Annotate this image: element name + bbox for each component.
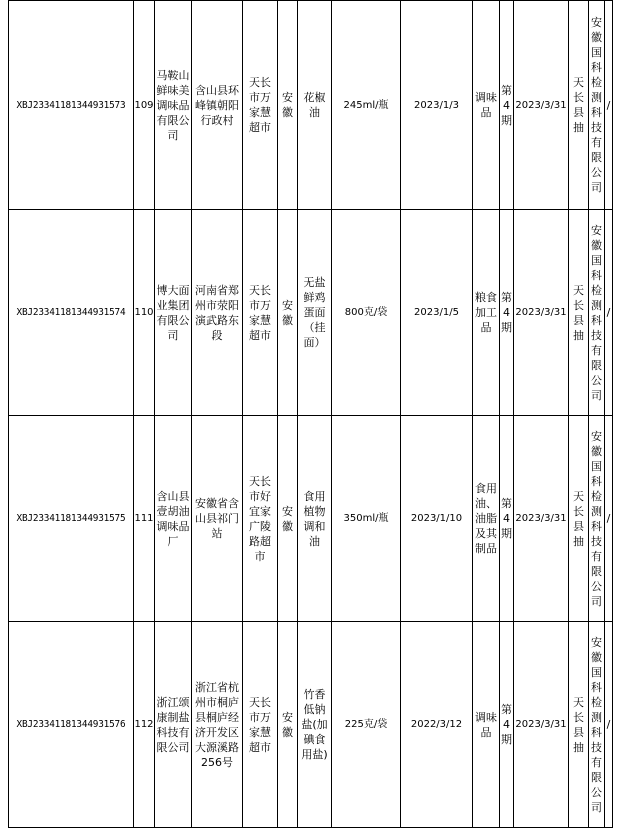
product-name-cell: 花椒油 — [298, 1, 332, 210]
food-category-cell: 调味品 — [473, 1, 500, 210]
province-cell: 安徽 — [278, 622, 298, 828]
product-name-cell: 无盐鲜鸡蛋面（挂面） — [298, 210, 332, 416]
issue-period-cell: 第4期 — [500, 622, 514, 828]
task-source-cell: 天长县抽 — [569, 210, 589, 416]
specification-cell: 800克/袋 — [332, 210, 401, 416]
producer-name-cell: 浙江颂康制盐科技有限公司 — [155, 622, 192, 828]
producer-address-cell: 含山县环峰镇朝阳行政村 — [192, 1, 243, 210]
table-row — [9, 416, 613, 622]
production-date-cell: 2023/1/10 — [401, 416, 473, 622]
notice-date-cell: 2023/3/31 — [514, 1, 569, 210]
producer-name-cell: 马鞍山鲜味美调味品有限公司 — [155, 1, 192, 210]
specification-cell: 225克/袋 — [332, 622, 401, 828]
testing-lab-cell: 安徽国科检测科技有限公司 — [589, 210, 605, 416]
province-cell: 安徽 — [278, 1, 298, 210]
issue-period-cell: 第4期 — [500, 1, 514, 210]
task-source-cell: 天长县抽 — [569, 622, 589, 828]
producer-address-cell: 浙江省杭州市桐庐县桐庐经济开发区大源溪路256号 — [192, 622, 243, 828]
production-date-cell: 2023/1/5 — [401, 210, 473, 416]
food-category-cell: 粮食加工品 — [473, 210, 500, 416]
row-number-cell: 110 — [134, 210, 155, 416]
testing-lab-cell: 安徽国科检测科技有限公司 — [589, 1, 605, 210]
sampling-results-table — [8, 0, 613, 828]
producer-name-cell: 含山县壹胡油调味品厂 — [155, 416, 192, 622]
province-cell: 安徽 — [278, 210, 298, 416]
table-row — [9, 622, 613, 828]
issue-period-cell: 第4期 — [500, 210, 514, 416]
producer-name-cell: 博大面业集团有限公司 — [155, 210, 192, 416]
food-category-cell: 食用油、油脂及其制品 — [473, 416, 500, 622]
province-cell: 安徽 — [278, 416, 298, 622]
note-cell: / — [605, 1, 613, 210]
production-date-cell: 2023/1/3 — [401, 1, 473, 210]
seller-name-cell: 天长市万家慧超市 — [243, 210, 278, 416]
testing-lab-cell: 安徽国科检测科技有限公司 — [589, 416, 605, 622]
specification-cell: 245ml/瓶 — [332, 1, 401, 210]
notice-date-cell: 2023/3/31 — [514, 210, 569, 416]
row-number-cell: 112 — [134, 622, 155, 828]
testing-lab-cell: 安徽国科检测科技有限公司 — [589, 622, 605, 828]
row-number-cell: 111 — [134, 416, 155, 622]
specification-cell: 350ml/瓶 — [332, 416, 401, 622]
note-cell: / — [605, 416, 613, 622]
seller-name-cell: 天长市好宜家广陵路超市 — [243, 416, 278, 622]
issue-period-cell: 第4期 — [500, 416, 514, 622]
product-name-cell: 竹香低钠盐(加碘食用盐) — [298, 622, 332, 828]
sample-code-cell: XBJ23341181344931574 — [9, 210, 134, 416]
table-row — [9, 210, 613, 416]
note-cell: / — [605, 622, 613, 828]
notice-date-cell: 2023/3/31 — [514, 416, 569, 622]
sample-code-cell: XBJ23341181344931573 — [9, 1, 134, 210]
notice-date-cell: 2023/3/31 — [514, 622, 569, 828]
producer-address-cell: 安徽省含山县祁门站 — [192, 416, 243, 622]
product-name-cell: 食用植物调和油 — [298, 416, 332, 622]
note-cell: / — [605, 210, 613, 416]
sample-code-cell: XBJ23341181344931575 — [9, 416, 134, 622]
sample-code-cell: XBJ23341181344931576 — [9, 622, 134, 828]
seller-name-cell: 天长市万家慧超市 — [243, 622, 278, 828]
producer-address-cell: 河南省郑州市荥阳演武路东段 — [192, 210, 243, 416]
seller-name-cell: 天长市万家慧超市 — [243, 1, 278, 210]
row-number-cell: 109 — [134, 1, 155, 210]
production-date-cell: 2022/3/12 — [401, 622, 473, 828]
task-source-cell: 天长县抽 — [569, 1, 589, 210]
food-category-cell: 调味品 — [473, 622, 500, 828]
task-source-cell: 天长县抽 — [569, 416, 589, 622]
table-row — [9, 1, 613, 210]
